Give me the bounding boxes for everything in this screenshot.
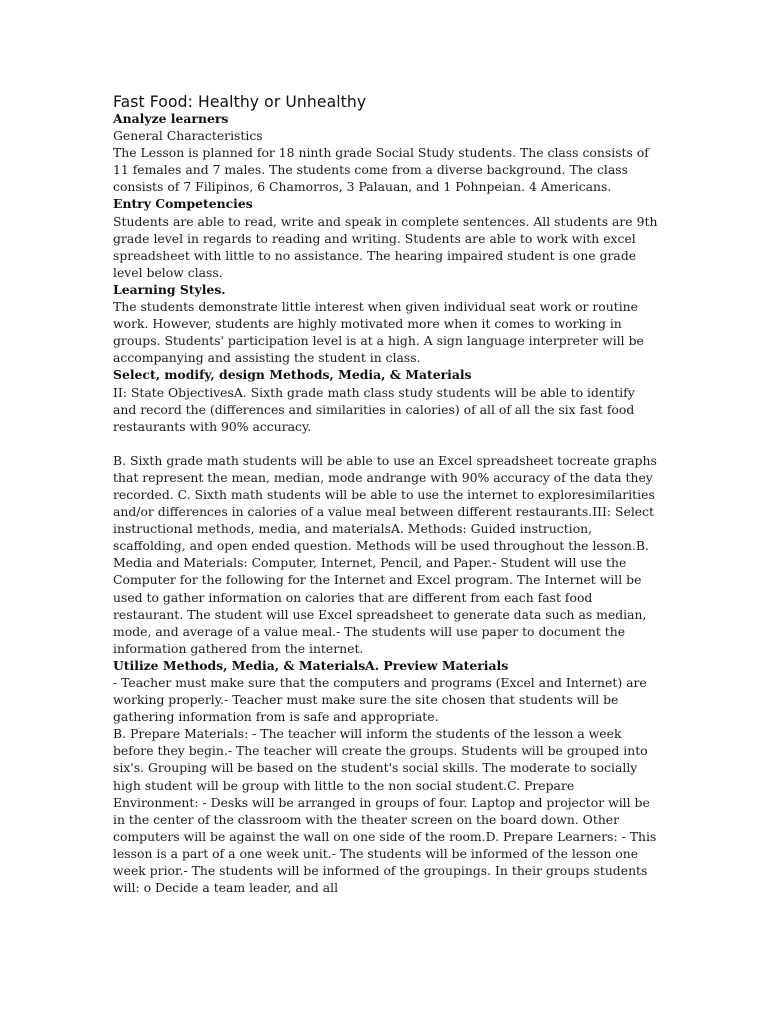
body-paragraph: The Lesson is planned for 18 ninth grade Social Study students. The class consists of 11 females and 7 males. The students come from a diverse background. The class consists of 7 Filipinos, 6 Chamorros, 3 Palauan, and 1 Pohnpeian. 4 Americans. [113,145,649,195]
body-paragraph: General Characteristics [113,128,263,144]
section-heading: Utilize Methods, Media, & MaterialsA. Preview Materials [113,657,509,673]
document-title: Fast Food: Healthy or Unhealthy [113,93,367,111]
body-paragraph: The students demonstrate little interest when given individual seat work or routine work. However, students are highly motivated more when it comes to working in groups. Students' participation level is at a high. A sign language interpreter will be accompanying and assisting the student in class. [113,299,644,366]
body-paragraph: B. Sixth grade math students will be able to use an Excel spreadsheet tocreate graphs that represent the mean, median, mode andrange with 90% accuracy of the data they recorded. C. Sixth math students will be able to use the internet to exploresimilarities and/or differences in calories of a value meal between different restaurants.III: Select instructional methods, media, and materialsA. Methods: Guided instruction, scaffolding, and open ended question. Methods will be used throughout the lesson.B. Media and Materials: Computer, Internet, Pencil, and Paper.- Student will use the Computer for the following for the Internet and Excel program. The Internet will be used to gather information on calories that are different from each fast food restaurant. The student will use Excel spreadsheet to generate data such as median, mode, and average of a value meal.- The students will use paper to document the information gathered from the internet. [113,452,657,656]
document-body [113,110,658,896]
section-heading: Learning Styles. [113,281,226,297]
body-paragraph: B. Prepare Materials: - The teacher will inform the students of the lesson a week before they begin.- The teacher will create the groups. Students will be grouped into six's. Grouping will be based on the student's social skills. The moderate to socially high student will be group with little to the non social student.C. Prepare Environment: - Desks will be arranged in groups of four. Laptop and projector will be in the center of the classroom with the theater screen on the board down. Other computers will be against the wall on one side of the room.D. Prepare Learners: - This lesson is a part of a one week unit.- The students will be informed of the lesson one week prior.- The students will be informed of the groupings. In their groups students will: o Decide a team leader, and all [113,726,657,896]
section-heading: Analyze learners [113,111,229,126]
paragraph-spacer [113,435,658,452]
section-heading: Select, modify, design Methods, Media, & Materials [113,367,472,383]
document-page [113,92,658,896]
body-paragraph: II: State ObjectivesA. Sixth grade math class study students will be able to identify and record the (differences and similarities in calories) of all of all the six fast food restaurants with 90% accuracy. [113,384,635,434]
body-paragraph: - Teacher must make sure that the computers and programs (Excel and Internet) are working properly.- Teacher must make sure the site chosen that students will be gathering information from is safe and appropriate. [113,675,647,725]
section-heading: Entry Competencies [113,196,253,212]
body-paragraph: Students are able to read, write and speak in complete sentences. All students are 9th grade level in regards to reading and writing. Students are able to work with excel spreadsheet with little to no assistance. The hearing impaired student is one grade level below class. [113,213,658,280]
